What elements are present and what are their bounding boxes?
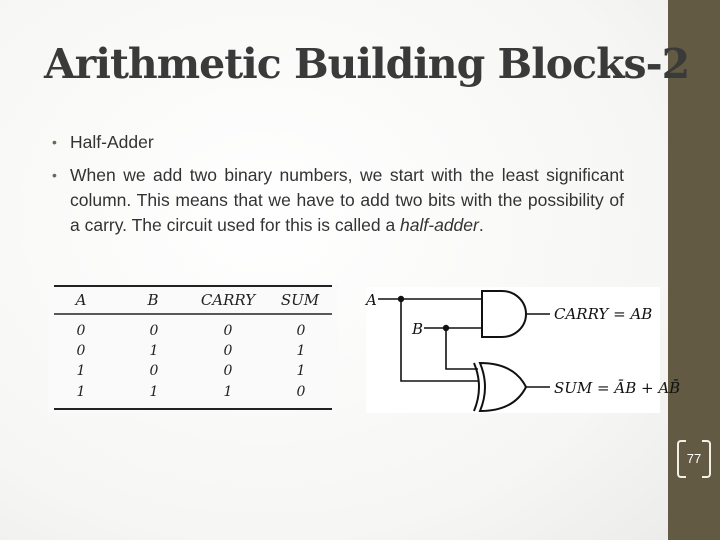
truth-header-a: A — [75, 291, 87, 309]
sum-output-label: SUM = ĀB + AB̄ — [554, 379, 681, 397]
bullet-list — [52, 130, 624, 238]
slide-title: Arithmetic Building Blocks-2 — [44, 40, 690, 88]
truth-header-sum: SUM — [280, 291, 320, 309]
truth-cell-r3-sum: 1 — [296, 363, 306, 379]
truth-header-b: B — [147, 291, 159, 309]
half-adder-emphasis: half-adder — [400, 215, 479, 235]
half-adder-circuit — [366, 287, 681, 413]
truth-cell-r2-carry: 0 — [223, 343, 233, 359]
page-number-box — [677, 440, 711, 476]
truth-cell-r1-b: 0 — [149, 323, 159, 339]
truth-cell-r3-carry: 0 — [223, 363, 233, 379]
truth-table — [48, 283, 338, 413]
bullet-half-adder — [52, 130, 624, 155]
truth-cell-r3-b: 0 — [149, 363, 159, 379]
truth-cell-r1-sum: 0 — [296, 323, 306, 339]
truth-cell-r2-b: 1 — [149, 343, 159, 359]
page-number: 77 — [686, 451, 702, 466]
truth-cell-r1-carry: 0 — [223, 323, 233, 339]
input-a-label: A — [366, 291, 377, 309]
truth-cell-r4-sum: 0 — [296, 384, 306, 400]
bullet-description — [52, 163, 624, 238]
truth-cell-r3-a: 1 — [76, 363, 86, 379]
bullet-description-end: . — [478, 215, 484, 235]
bullet-description-text: When we add two binary numbers, we start with the least significant column. This means that we have to add two bits with the possibility of a carry. The circuit used for this is called a — [70, 165, 624, 235]
input-b-label: B — [412, 320, 424, 338]
truth-cell-r4-carry: 1 — [223, 384, 233, 400]
junction-b — [443, 325, 449, 331]
bullet-half-adder-label: Half-Adder — [70, 132, 154, 152]
truth-cell-r2-a: 0 — [76, 343, 86, 359]
carry-output-label: CARRY = AB — [554, 305, 653, 323]
truth-cell-r4-a: 1 — [76, 384, 86, 400]
truth-cell-r1-a: 0 — [76, 323, 86, 339]
junction-a — [398, 296, 404, 302]
truth-cell-r2-sum: 1 — [296, 343, 306, 359]
truth-header-carry: CARRY — [200, 291, 256, 309]
truth-cell-r4-b: 1 — [149, 384, 159, 400]
